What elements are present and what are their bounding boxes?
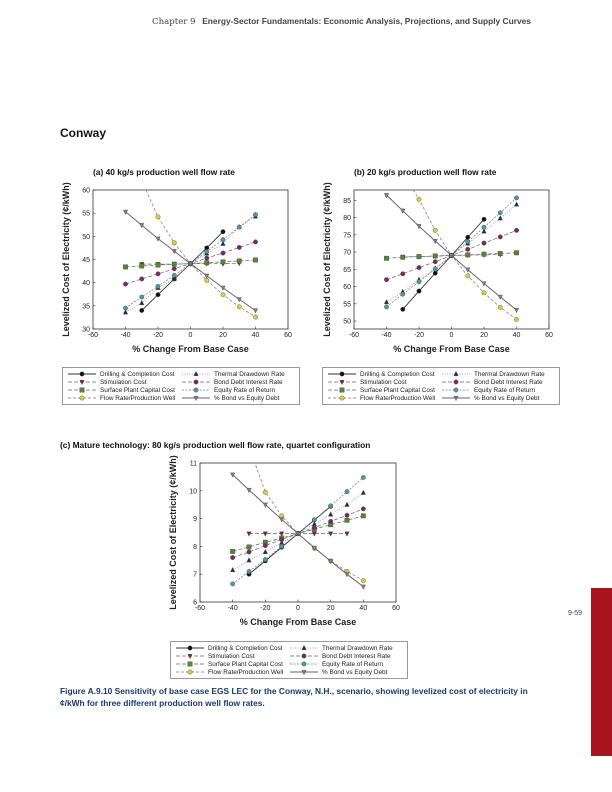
legend-item [67,370,181,378]
data-point-bond-debt-interest-rate [312,525,316,529]
data-point-bond-debt-interest-rate [279,537,283,541]
data-point-equity-rate-of-return [361,475,365,479]
legend-marker-icon [302,662,306,666]
y-tick-label: 50 [343,318,351,326]
data-point-surface-plant-capital-cost [123,265,127,269]
legend-item [289,652,403,660]
x-tick-label: 20 [219,332,227,339]
chart-b-title: (b) 20 kg/s production well flow rate [354,167,497,177]
legend-marker-icon [302,645,306,649]
data-point-bond-debt-interest-rate [361,507,365,511]
legend-swatch-icon [441,386,471,394]
chart-c-legend [170,641,408,679]
legend-item [175,652,289,660]
legend-swatch-icon [175,644,205,652]
y-tick-label: 75 [343,232,351,240]
data-point-bond-debt-interest-rate [401,272,405,276]
data-point-bond-debt-interest-rate [123,282,127,286]
data-point-bond-debt-interest-rate [221,251,225,255]
data-point-bond-debt-interest-rate [384,277,388,281]
data-point-bond-debt-interest-rate [205,256,209,260]
y-axis-label: Levelized Cost of Electricity (¢/kWh) [322,182,332,337]
data-point-drilling-completion-cost [401,307,405,311]
legend-item [289,644,403,652]
data-point-drilling-completion-cost [140,308,144,312]
data-point-bond-debt-interest-rate [498,235,502,239]
data-point-equity-rate-of-return [466,240,470,244]
legend-label: Equity Rate of Return [214,386,276,394]
data-point-equity-rate-of-return [123,306,127,310]
legend-label: Equity Rate of Return [474,386,536,394]
chart-a-title: (a) 40 kg/s production well flow rate [93,167,235,177]
x-axis-label: % Change From Base Case [239,617,357,627]
y-axis-label: Levelized Cost of Electricity (¢/kWh) [61,182,71,337]
legend-label: Flow Rate/Production Well [100,394,176,402]
data-point-drilling-completion-cost [433,271,437,275]
legend-item [181,370,295,378]
legend-label: % Bond vs Equity Debt [214,394,280,402]
legend-swatch-icon [441,378,471,386]
x-tick-label: 60 [545,332,553,339]
data-point-drilling-completion-cost [466,235,470,239]
data-point-surface-plant-capital-cost [401,255,405,259]
data-point-surface-plant-capital-cost [205,261,209,265]
x-tick-label: 0 [296,605,300,612]
data-point-bond-debt-interest-rate [247,550,251,554]
data-point-surface-plant-capital-cost [514,251,518,255]
data-point-flow-rate-production-well [172,241,176,245]
legend-swatch-icon [181,370,211,378]
legend-label: Drilling & Completion Cost [100,370,175,378]
data-point-flow-rate-production-well [221,293,225,297]
data-point-drilling-completion-cost [221,230,225,234]
chart-a [61,179,292,354]
legend-swatch-icon [441,394,471,402]
legend-swatch-icon [175,668,205,676]
legend-label: Equity Rate of Return [322,660,384,668]
legend-marker-icon [340,372,344,376]
data-point-surface-plant-capital-cost [345,518,349,522]
legend-marker-icon [188,654,192,658]
legend-marker-icon [454,371,458,375]
data-point-flow-rate-production-well [205,278,209,282]
legend-label: Surface Plant Capital Cost [100,386,175,394]
data-point-bond-debt-interest-rate [156,272,160,276]
legend-item [289,668,403,676]
legend-item [289,660,403,668]
data-point-surface-plant-capital-cost [230,549,234,553]
data-point-bond-debt-interest-rate [345,513,349,517]
data-point-flow-rate-production-well [279,514,283,518]
legend-marker-icon [188,670,192,674]
chart-c [168,444,400,627]
data-point-flow-rate-production-well [401,171,405,175]
chart-a-plot-area [93,190,288,329]
legend-marker-icon [340,396,344,400]
x-tick-label: 0 [449,332,454,339]
data-point-equity-rate-of-return [140,295,144,299]
data-point-equity-rate-of-return [221,237,225,241]
y-tick-label: 45 [82,257,90,264]
legend-swatch-icon [441,370,471,378]
data-point-bond-debt-interest-rate [263,543,267,547]
legend-item [181,386,295,394]
data-point-equity-rate-of-return [384,305,388,309]
legend-item [327,386,441,394]
data-point-equity-rate-of-return [498,211,502,215]
data-point-surface-plant-capital-cost [156,263,160,267]
legend-marker-icon [80,380,84,384]
legend-item [175,660,289,668]
data-point-surface-plant-capital-cost [221,260,225,264]
y-tick-label: 55 [343,301,351,309]
legend-item [67,394,181,402]
legend-swatch-icon [289,652,319,660]
data-point-bond-debt-interest-rate [172,267,176,271]
legend-swatch-icon [175,660,205,668]
legend-item [441,370,555,378]
legend-label: Bond Debt Interest Rate [474,378,543,386]
x-tick-label: -40 [381,332,392,339]
legend-marker-icon [188,662,192,666]
legend-marker-icon [340,388,344,392]
data-point-bond-debt-interest-rate [230,555,234,559]
x-tick-label: 60 [284,332,292,339]
data-point-surface-plant-capital-cost [498,251,502,255]
section-title: Conway [60,126,107,140]
x-tick-label: -60 [87,332,99,339]
legend-item [67,386,181,394]
data-point-bond-debt-interest-rate [328,519,332,523]
legend-swatch-icon [181,386,211,394]
data-point-bond-debt-interest-rate [253,240,257,244]
legend-marker-icon [302,654,306,658]
legend-swatch-icon [327,394,357,402]
x-tick-label: 40 [359,605,368,612]
data-point-bond-debt-interest-rate [237,245,241,249]
chapter-title: Energy-Sector Fundamentals: Economic Analysis, Projections, and Supply Curves [202,16,531,26]
legend-marker-icon [194,388,198,392]
y-tick-label: 8 [193,543,197,551]
y-axis-label: Levelized Cost of Electricity (¢/kWh) [168,455,178,610]
data-point-flow-rate-production-well [514,317,518,321]
chart-c-title: (c) Mature technology: 80 kg/s production well flow rate, quartet configuration [60,440,371,450]
x-tick-label: -40 [227,605,238,612]
data-point-equity-rate-of-return [433,267,437,271]
data-point-equity-rate-of-return [345,489,349,493]
data-point-bond-debt-interest-rate [466,247,470,251]
legend-label: Stimulation Cost [360,378,407,386]
data-point-bond-debt-interest-rate [514,228,518,232]
data-point-flow-rate-production-well [482,291,486,295]
legend-swatch-icon [67,378,97,386]
y-tick-label: 10 [189,488,197,496]
y-tick-label: 85 [343,197,351,205]
legend-swatch-icon [181,394,211,402]
legend-marker-icon [80,396,84,400]
chart-a-legend [62,367,300,405]
data-point-surface-plant-capital-cost [140,264,144,268]
legend-label: Flow Rate/Production Well [208,668,284,676]
legend-marker-icon [194,380,198,384]
legend-item [175,644,289,652]
data-point-drilling-completion-cost [482,217,486,221]
y-tick-label: 70 [343,249,351,257]
y-tick-label: 30 [82,326,90,334]
x-tick-label: -60 [348,332,360,339]
legend-item [441,386,555,394]
legend-swatch-icon [181,378,211,386]
x-tick-label: -20 [260,605,271,612]
legend-swatch-icon [327,370,357,378]
data-point-flow-rate-production-well [433,228,437,232]
legend-marker-icon [454,380,458,384]
data-point-equity-rate-of-return [237,225,241,229]
legend-swatch-icon [175,652,205,660]
legend-marker-icon [194,371,198,375]
chart-b [322,171,553,354]
data-point-surface-plant-capital-cost [466,253,470,257]
data-point-flow-rate-production-well [361,578,365,582]
y-tick-label: 11 [189,460,197,468]
chapter-label: Chapter 9 [152,17,196,27]
data-point-flow-rate-production-well [466,274,470,278]
data-point-equity-rate-of-return [401,292,405,296]
chart-b-legend [322,367,560,405]
legend-swatch-icon [289,644,319,652]
y-tick-label: 80 [343,215,351,223]
data-point-equity-rate-of-return [263,557,267,561]
data-point-bond-debt-interest-rate [417,265,421,269]
legend-label: % Bond vs Equity Debt [322,668,388,676]
legend-item [327,378,441,386]
chapter-tab-marker [591,588,612,756]
legend-label: Thermal Drawdown Rate [214,370,285,378]
data-point-surface-plant-capital-cost [417,254,421,258]
legend-label: % Bond vs Equity Debt [474,394,540,402]
x-tick-label: 20 [326,605,335,612]
y-tick-label: 65 [343,266,351,274]
data-point-flow-rate-production-well [247,444,251,448]
y-tick-label: 7 [193,571,197,579]
data-point-equity-rate-of-return [312,518,316,522]
data-point-flow-rate-production-well [156,215,160,219]
legend-marker-icon [454,388,458,392]
data-point-drilling-completion-cost [417,289,421,293]
legend-item [441,378,555,386]
data-point-equity-rate-of-return [247,569,251,573]
data-point-equity-rate-of-return [482,225,486,229]
x-tick-label: -40 [120,332,131,339]
data-point-surface-plant-capital-cost [253,258,257,262]
legend-swatch-icon [327,386,357,394]
figure-caption: Figure A.9.10 Sensitivity of base case EGS LEC for the Conway, N.H., scenario, showing levelized cost of electricity in ¢/kWh for three different production well flow rates. [60,686,528,708]
legend-label: Thermal Drawdown Rate [322,644,393,652]
data-point-equity-rate-of-return [514,196,518,200]
data-point-equity-rate-of-return [253,212,257,216]
data-point-bond-debt-interest-rate [433,260,437,264]
y-tick-label: 9 [193,516,197,524]
data-point-surface-plant-capital-cost [384,256,388,260]
legend-swatch-icon [67,394,97,402]
x-tick-label: 60 [392,605,400,612]
legend-label: Surface Plant Capital Cost [208,660,283,668]
data-point-equity-rate-of-return [279,544,283,548]
data-point-flow-rate-production-well [253,315,257,319]
x-tick-label: -20 [413,332,425,339]
y-tick-label: 40 [82,280,90,288]
x-tick-label: 40 [512,332,521,339]
legend-swatch-icon [327,378,357,386]
legend-item [327,370,441,378]
legend-item [181,378,295,386]
data-point-surface-plant-capital-cost [237,259,241,263]
data-point-surface-plant-capital-cost [172,262,176,266]
data-point-equity-rate-of-return [328,504,332,508]
legend-swatch-icon [67,386,97,394]
legend-marker-icon [188,646,192,650]
x-tick-label: -60 [194,605,206,612]
legend-label: Surface Plant Capital Cost [360,386,435,394]
x-axis-label: % Change From Base Case [132,344,249,354]
legend-label: Flow Rate/Production Well [360,394,436,402]
data-point-surface-plant-capital-cost [247,545,251,549]
legend-marker-icon [80,372,84,376]
y-tick-label: 50 [82,233,90,241]
legend-label: Stimulation Cost [208,652,255,660]
data-point-flow-rate-production-well [417,197,421,201]
data-point-equity-rate-of-return [172,273,176,277]
data-point-surface-plant-capital-cost [433,254,437,258]
data-point-flow-rate-production-well [237,305,241,309]
page-number: 9-59 [568,610,583,617]
legend-label: Bond Debt Interest Rate [214,378,283,386]
x-tick-label: 20 [480,332,488,339]
data-point-bond-debt-interest-rate [140,277,144,281]
legend-label: Drilling & Completion Cost [360,370,435,378]
data-point-equity-rate-of-return [205,249,209,253]
legend-item [441,394,555,402]
y-tick-label: 35 [82,303,90,311]
chart-b-plot-area [354,190,549,329]
legend-swatch-icon [289,660,319,668]
y-tick-label: 55 [82,210,90,218]
data-point-flow-rate-production-well [263,490,267,494]
legend-item [67,378,181,386]
legend-label: Drilling & Completion Cost [208,644,283,652]
x-tick-label: -20 [152,332,164,339]
x-tick-label: 40 [251,332,260,339]
legend-marker-icon [80,388,84,392]
y-tick-label: 6 [193,599,197,607]
data-point-drilling-completion-cost [156,293,160,297]
data-point-surface-plant-capital-cost [482,252,486,256]
legend-item [327,394,441,402]
data-point-bond-debt-interest-rate [482,241,486,245]
legend-swatch-icon [67,370,97,378]
data-point-equity-rate-of-return [156,284,160,288]
data-point-equity-rate-of-return [230,582,234,586]
y-tick-label: 60 [82,187,90,195]
legend-label: Bond Debt Interest Rate [322,652,391,660]
legend-label: Stimulation Cost [100,378,147,386]
x-axis-label: % Change From Base Case [393,344,510,354]
legend-marker-icon [340,380,344,384]
legend-swatch-icon [289,668,319,676]
legend-item [175,668,289,676]
data-point-surface-plant-capital-cost [361,514,365,518]
data-point-equity-rate-of-return [417,280,421,284]
y-tick-label: 60 [343,284,351,292]
x-tick-label: 0 [188,332,193,339]
legend-item [181,394,295,402]
data-point-flow-rate-production-well [498,305,502,309]
legend-label: Thermal Drawdown Rate [474,370,545,378]
data-point-flow-rate-production-well [140,179,144,183]
